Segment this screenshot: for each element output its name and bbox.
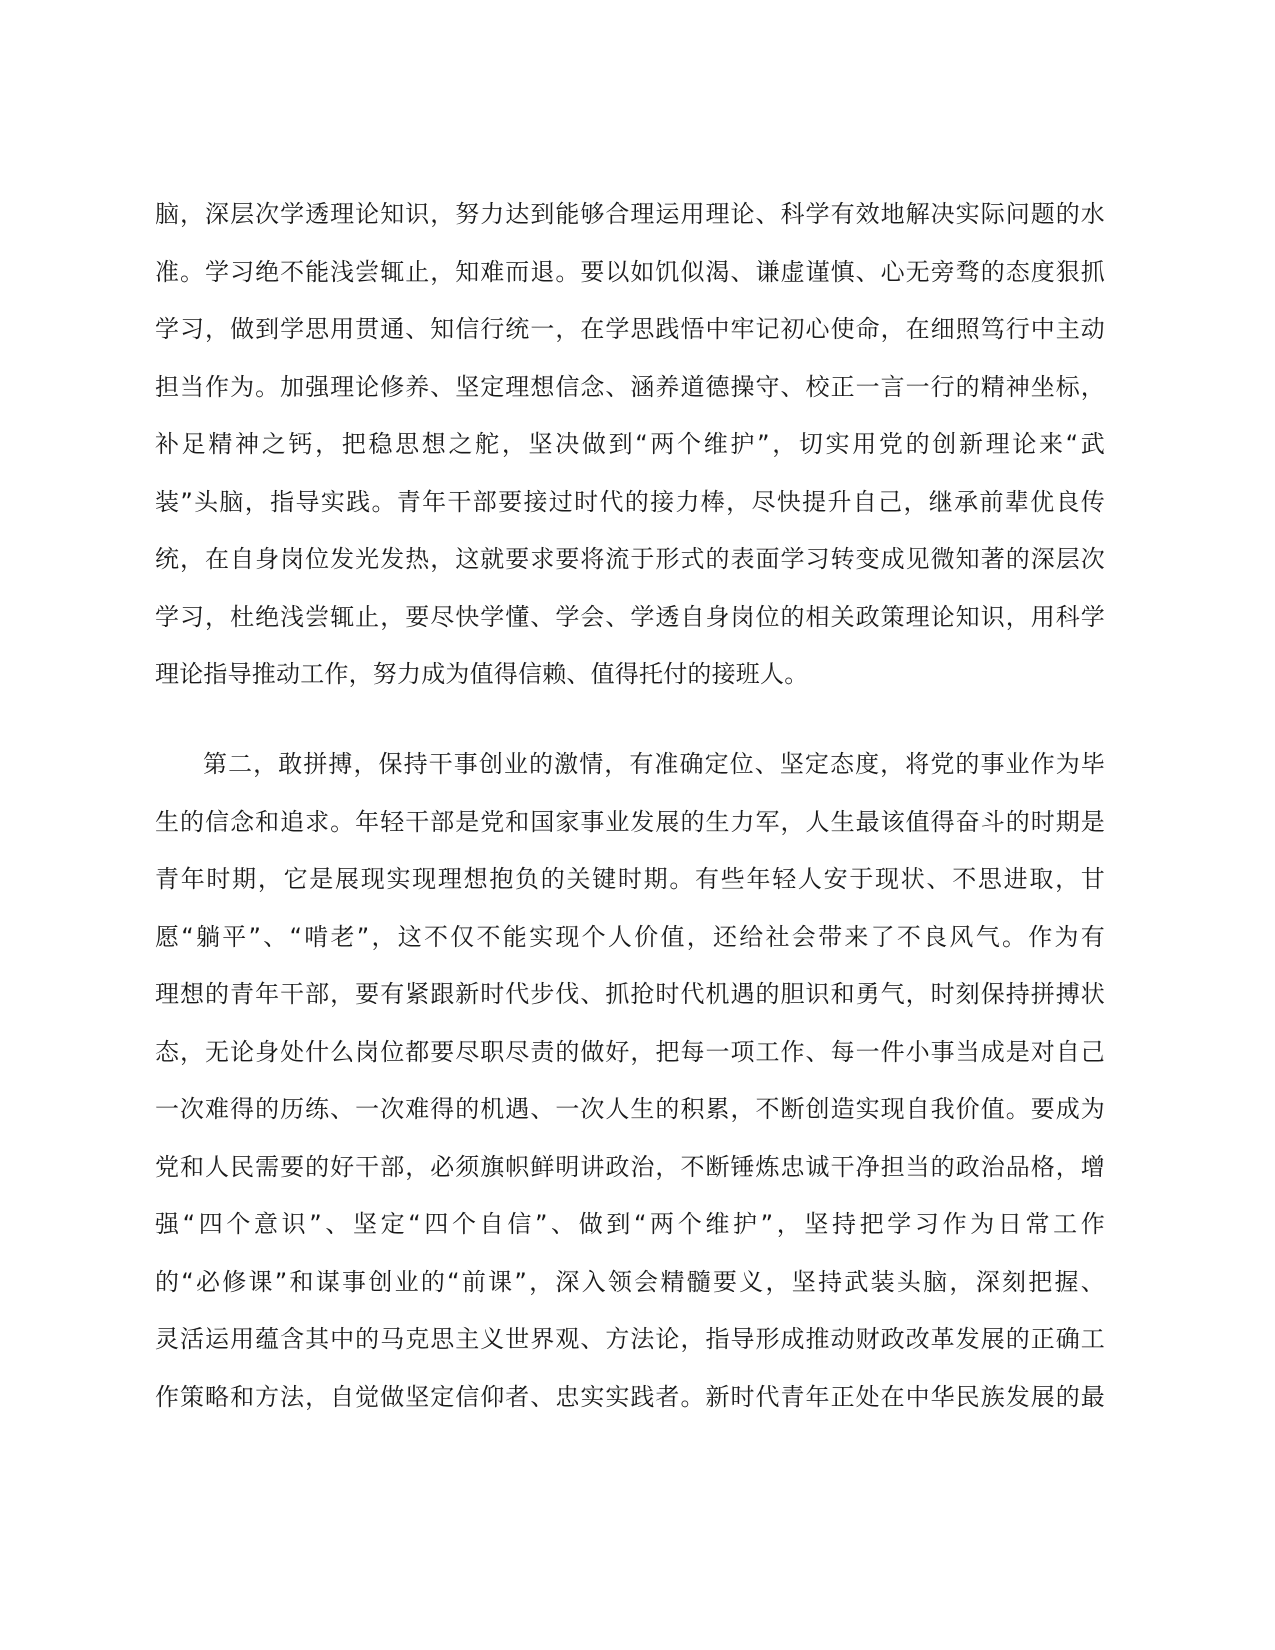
paragraph-line: 统，在自身岗位发光发热，这就要求要将流于形式的表面学习转变成见微知著的深层次: [155, 545, 1105, 573]
paragraph-line: 装”头脑，指导实践。青年干部要接过时代的接力棒，尽快提升自己，继承前辈优良传: [155, 487, 1105, 516]
paragraph-line: 灵活运用蕴含其中的马克思主义世界观、方法论，指导形成推动财政改革发展的正确工: [155, 1325, 1105, 1353]
paragraph-line: 青年时期，它是展现实现理想抱负的关键时期。有些年轻人安于现状、不思进取，甘: [155, 865, 1105, 893]
paragraph-line: 作策略和方法，自觉做坚定信仰者、忠实实践者。新时代青年正处在中华民族发展的最: [155, 1382, 1105, 1411]
paragraph-line: 准。学习绝不能浅尝辄止，知难而退。要以如饥似渴、谦虚谨慎、心无旁骛的态度狠抓: [155, 257, 1105, 286]
paragraph-line: 学习，杜绝浅尝辄止，要尽快学懂、学会、学透自身岗位的相关政策理论知识，用科学: [155, 602, 1105, 631]
paragraph-line: 第二，敢拼搏，保持干事创业的激情，有准确定位、坚定态度，将党的事业作为毕: [203, 750, 1105, 778]
paragraph-2: [155, 736, 1105, 1426]
paragraph-line: 理想的青年干部，要有紧跟新时代步伐、抓抢时代机遇的胆识和勇气，时刻保持拼搏状: [155, 980, 1105, 1008]
paragraph-line: 补足精神之钙，把稳思想之舵，坚决做到“两个维护”，切实用党的创新理论来“武: [155, 430, 1105, 458]
paragraph-line: 党和人民需要的好干部，必须旗帜鲜明讲政治，不断锤炼忠诚干净担当的政治品格，增: [155, 1152, 1105, 1181]
paragraph-line: 愿“躺平”、“啃老”，这不仅不能实现个人价值，还给社会带来了不良风气。作为有: [155, 922, 1105, 951]
paragraph-1: [155, 186, 1105, 704]
paragraph-line: 强“四个意识”、坚定“四个自信”、做到“两个维护”，坚持把学习作为日常工作: [155, 1210, 1105, 1238]
paragraph-line: 脑，深层次学透理论知识，努力达到能够合理运用理论、科学有效地解决实际问题的水: [155, 200, 1105, 228]
paragraph-line: 态，无论身处什么岗位都要尽职尽责的做好，把每一项工作、每一件小事当成是对自己: [155, 1037, 1105, 1066]
paragraph-line: 一次难得的历练、一次难得的机遇、一次人生的积累，不断创造实现自我价值。要成为: [155, 1095, 1105, 1123]
paragraph-line: 生的信念和追求。年轻干部是党和国家事业发展的生力军，人生最该值得奋斗的时期是: [155, 807, 1105, 836]
paragraph-line: 学习，做到学思用贯通、知信行统一，在学思践悟中牢记初心使命，在细照笃行中主动: [155, 315, 1105, 343]
paragraph-line: 担当作为。加强理论修养、坚定理想信念、涵养道德操守、校正一言一行的精神坐标，: [155, 372, 1105, 401]
paragraph-line: 的“必修课”和谋事创业的“前课”，深入领会精髓要义，坚持武装头脑，深刻把握、: [155, 1267, 1105, 1296]
paragraph-line: 理论指导推动工作，努力成为值得信赖、值得托付的接班人。: [155, 660, 809, 688]
